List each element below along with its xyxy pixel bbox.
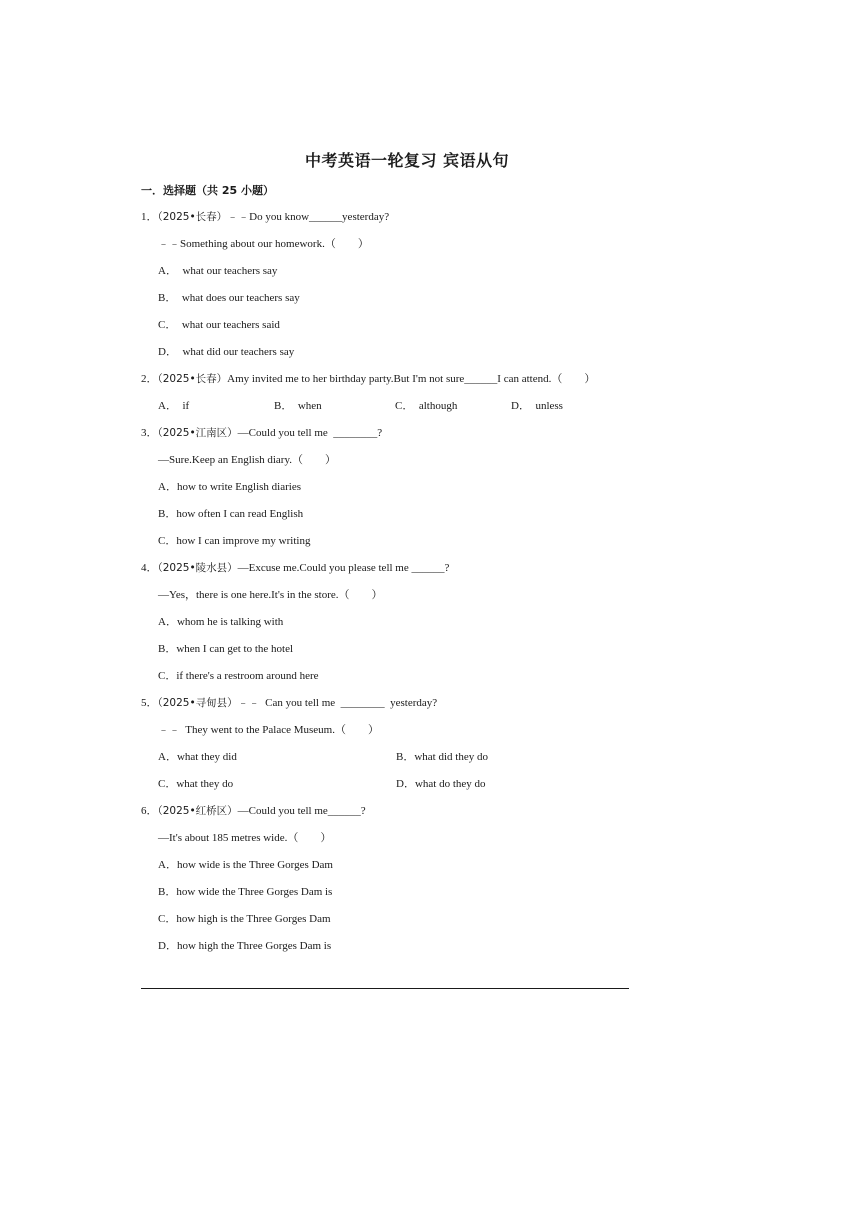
- page-title: 中考英语一轮复习 宾语从句: [304, 151, 510, 170]
- option-c[interactable]: C． although: [395, 400, 458, 412]
- option-b[interactable]: B．how wide the Three Gorges Dam is: [158, 886, 333, 898]
- option-b[interactable]: B．what did they do: [396, 751, 488, 763]
- option-c[interactable]: C．how I can improve my writing: [158, 535, 311, 547]
- question-reply: —It's about 185 metres wide.（ ）: [158, 832, 332, 844]
- option-a[interactable]: A．whom he is talking with: [158, 616, 284, 628]
- option-b[interactable]: B．when I can get to the hotel: [158, 643, 294, 655]
- option-d[interactable]: D．what do they do: [396, 778, 486, 790]
- option-d[interactable]: D． unless: [511, 400, 563, 412]
- section-heading: 一．选择题（共 25 小题）: [141, 184, 274, 197]
- question-source: （2025•红桥区）: [157, 805, 238, 817]
- option-c[interactable]: C．what they do: [158, 778, 234, 790]
- option-a[interactable]: A． what our teachers say: [158, 265, 278, 277]
- question-source: （2025•江南区）: [157, 427, 238, 439]
- question-source: （2025•长春）: [157, 373, 228, 385]
- question-reply: —Sure.Keep an English diary.（ ）: [158, 454, 337, 466]
- question-stem: —Could you tell me ________?: [237, 427, 383, 439]
- question-source: （2025•长春）: [157, 211, 228, 223]
- question-stem: Amy invited me to her birthday party.But I'm not sure______I can attend.（ ）: [227, 373, 596, 385]
- question-4-stem-line: [141, 561, 449, 575]
- option-b[interactable]: B． what does our teachers say: [158, 292, 300, 304]
- question-3-stem-line: [141, 426, 382, 440]
- question-number: 6．: [141, 805, 158, 817]
- question-number: 4．: [141, 562, 158, 574]
- question-stem: —Could you tell me______?: [237, 805, 366, 817]
- question-reply: ﹣﹣Something about our homework.（ ）: [158, 238, 369, 250]
- question-number: 2．: [141, 373, 158, 385]
- question-source: （2025•寻甸县）: [157, 697, 238, 709]
- question-reply: ﹣﹣ They went to the Palace Museum.（ ）: [158, 724, 379, 736]
- option-c[interactable]: C． what our teachers said: [158, 319, 280, 331]
- question-reply: —Yes，there is one here.It's in the store.（ ）: [158, 589, 383, 601]
- option-b[interactable]: B．how often I can read English: [158, 508, 304, 520]
- question-source: （2025•陵水县）: [157, 562, 238, 574]
- question-5-stem-line: [141, 696, 437, 710]
- option-d[interactable]: D．how high the Three Gorges Dam is: [158, 940, 332, 952]
- question-stem: ﹣﹣ Can you tell me ________ yesterday?: [237, 697, 438, 709]
- option-c[interactable]: C．how high is the Three Gorges Dam: [158, 913, 331, 925]
- option-d[interactable]: D． what did our teachers say: [158, 346, 295, 358]
- option-c[interactable]: C．if there's a restroom around here: [158, 670, 319, 682]
- question-stem: —Excuse me.Could you please tell me ______?: [237, 562, 450, 574]
- page-divider: [141, 988, 629, 989]
- question-6-stem-line: [141, 804, 366, 818]
- option-a[interactable]: A．how to write English diaries: [158, 481, 301, 493]
- option-b[interactable]: B． when: [274, 400, 322, 412]
- question-number: 3．: [141, 427, 158, 439]
- option-a[interactable]: A．what they did: [158, 751, 237, 763]
- question-number: 1．: [141, 211, 158, 223]
- option-a[interactable]: A．how wide is the Three Gorges Dam: [158, 859, 333, 871]
- question-2-stem-line: [141, 372, 595, 386]
- question-stem: ﹣﹣Do you know______yesterday?: [227, 211, 390, 223]
- question-number: 5．: [141, 697, 158, 709]
- option-a[interactable]: A． if: [158, 400, 190, 412]
- question-1-stem-line: [141, 210, 389, 224]
